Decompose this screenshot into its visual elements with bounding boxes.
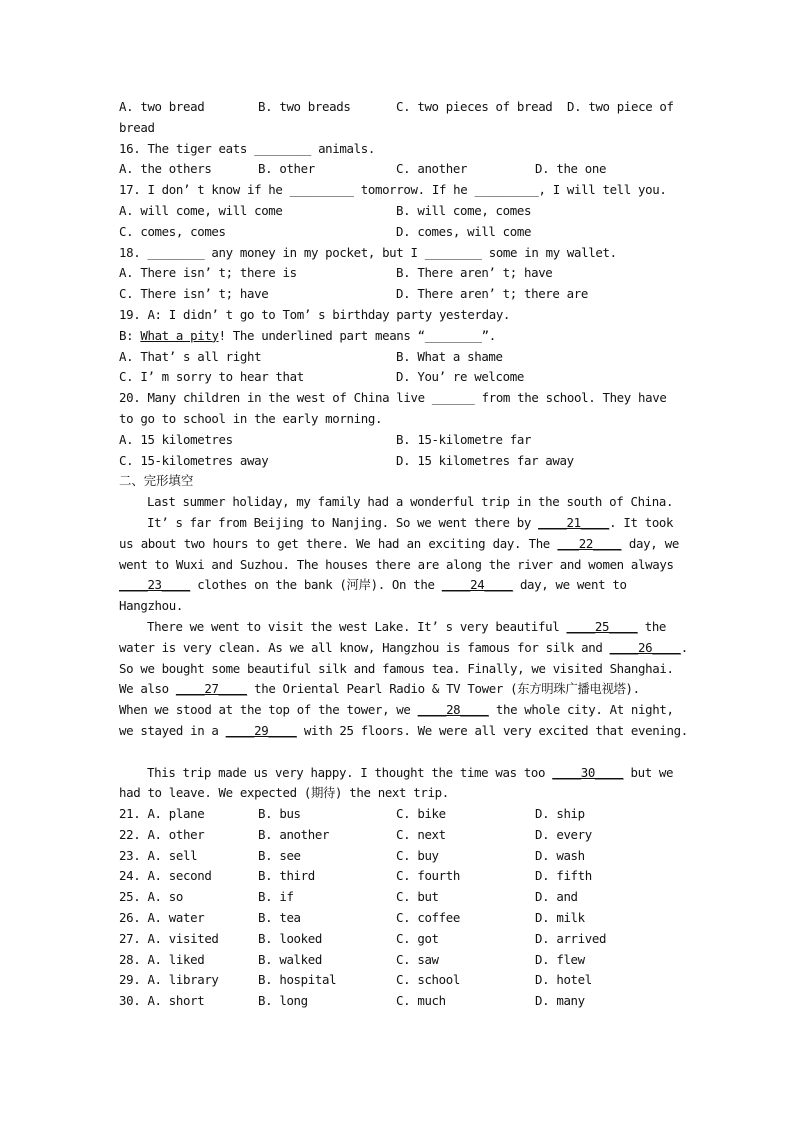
- text-segment: . It took: [609, 514, 674, 530]
- q15-option-wrap: bread: [119, 119, 155, 135]
- q19-b-suffix: ! The underlined part means “________”.: [218, 327, 496, 343]
- passage-p4-line2: had to leave. We expected (期待) the next trip.: [119, 785, 449, 801]
- paragraph-gap: [119, 742, 679, 763]
- option-d: D. and: [535, 889, 578, 905]
- option-b: B. bus: [258, 806, 301, 822]
- blank-24: ____24____: [441, 577, 513, 593]
- option-b: B. hospital: [258, 972, 337, 988]
- text-segment: There we went to visit the west Lake. It’ s very beautiful: [147, 618, 567, 634]
- text-segment: the: [637, 618, 667, 634]
- option-b: B. see: [258, 847, 301, 863]
- q19-b-prefix: B:: [119, 327, 141, 343]
- q19-underlined-phrase: What a pity: [140, 327, 219, 343]
- option-d: D. ship: [535, 806, 585, 822]
- option-a: 29. A. library: [119, 972, 219, 988]
- q20-options-cd: [119, 451, 679, 472]
- option-a: 26. A. water: [119, 910, 205, 926]
- option-a: 25. A. so: [119, 889, 183, 905]
- q16-stem: 16. The tiger eats ________ animals.: [119, 140, 375, 156]
- passage-p2-line1: [119, 513, 679, 534]
- q15-option-b: B. two breads: [258, 99, 351, 114]
- option-c: C. bike: [396, 806, 446, 822]
- q18-options-ab: [119, 263, 679, 284]
- text-segment: We also: [119, 681, 176, 697]
- q16-option-a: A. the others: [119, 161, 212, 177]
- cloze-option-row: [119, 929, 679, 950]
- cloze-option-row: [119, 991, 679, 1012]
- blank-27: ____27____: [175, 681, 247, 697]
- passage-p2-line2: [119, 534, 679, 555]
- q18-options-cd: [119, 284, 679, 305]
- q19-option-a: A. That’ s all right: [119, 348, 262, 364]
- text-segment: water is very clean. As we all know, Hangzhou is famous for silk and: [119, 639, 610, 655]
- q18-option-c: C. There isn’ t; have: [119, 286, 269, 302]
- option-c: C. saw: [396, 951, 439, 967]
- text-segment: we stayed in a: [119, 722, 226, 738]
- option-a: 22. A. other: [119, 826, 205, 842]
- blank-21: ____21____: [538, 514, 610, 530]
- q19-stem: 19. A: I didn’ t go to Tom’ s birthday party yesterday.: [119, 306, 511, 322]
- q20-option-b: B. 15-kilometre far: [396, 431, 532, 447]
- q20-option-a: A. 15 kilometres: [119, 431, 233, 447]
- option-b: B. tea: [258, 910, 301, 926]
- cloze-option-row: [119, 866, 679, 887]
- option-b: B. looked: [258, 930, 322, 946]
- text-segment: us about two hours to get there. We had an exciting day. The: [119, 535, 558, 551]
- cloze-option-row: [119, 846, 679, 867]
- text-segment: but we: [623, 764, 674, 780]
- q15-option-d: D. two piece of: [567, 99, 674, 114]
- q16-option-d: D. the one: [535, 161, 607, 177]
- option-d: D. arrived: [535, 930, 607, 946]
- blank-28: ____28____: [417, 702, 489, 718]
- passage-p4-line1: [119, 763, 679, 784]
- passage-p2-line3: went to Wuxi and Suzhou. The houses there are along the river and women always: [119, 556, 674, 572]
- q16-option-c: C. another: [396, 161, 468, 177]
- q19-option-b: B. What a shame: [396, 348, 503, 364]
- text-segment: the whole city. At night,: [488, 702, 674, 718]
- q20-option-d: D. 15 kilometres far away: [396, 452, 574, 468]
- q19-option-c: C. I’ m sorry to hear that: [119, 369, 304, 385]
- text-segment: day, we went to: [512, 577, 627, 593]
- option-a: 24. A. second: [119, 868, 212, 884]
- option-a: 30. A. short: [119, 993, 205, 1009]
- text-segment: day, we: [621, 535, 679, 551]
- blank-26: ____26____: [609, 639, 681, 655]
- passage-p1-line1: Last summer holiday, my family had a wonderful trip in the south of China.: [147, 494, 674, 510]
- cloze-option-row: [119, 825, 679, 846]
- option-c: C. much: [396, 993, 446, 1009]
- cloze-options-list: [119, 804, 679, 1012]
- option-c: C. buy: [396, 847, 439, 863]
- option-d: D. wash: [535, 847, 585, 863]
- option-b: B. another: [258, 826, 330, 842]
- passage-p2-line5: Hangzhou.: [119, 598, 183, 614]
- cloze-option-row: [119, 804, 679, 825]
- q20-options-ab: [119, 430, 679, 451]
- text-segment: When we stood at the top of the tower, we: [119, 702, 418, 718]
- cloze-option-row: [119, 908, 679, 929]
- option-b: B. walked: [258, 951, 322, 967]
- q15-options: [119, 97, 679, 118]
- text-segment: with 25 floors. We were all very excited that evening.: [296, 722, 688, 738]
- q17-options-ab: [119, 201, 679, 222]
- option-c: C. coffee: [396, 910, 460, 926]
- option-b: B. third: [258, 868, 315, 884]
- option-d: D. milk: [535, 910, 585, 926]
- text-segment: .: [680, 639, 688, 655]
- q17-options-cd: [119, 222, 679, 243]
- option-a: 28. A. liked: [119, 951, 205, 967]
- option-d: D. hotel: [535, 972, 592, 988]
- q19-options-cd: [119, 367, 679, 388]
- blank-29: ____29____: [225, 722, 297, 738]
- passage-p3-line5: [119, 700, 679, 721]
- q19-option-d: D. You’ re welcome: [396, 369, 524, 385]
- q18-option-a: A. There isn’ t; there is: [119, 265, 297, 281]
- q20-stem-line2: to go to school in the early morning.: [119, 410, 383, 426]
- text-segment: the Oriental Pearl Radio & TV Tower (东方明珠广播电视塔).: [247, 681, 640, 697]
- option-a: 23. A. sell: [119, 847, 198, 863]
- passage-p3-line3: So we bought some beautiful silk and famous tea. Finally, we visited Shanghai.: [119, 660, 674, 676]
- option-c: C. school: [396, 972, 460, 988]
- option-c: C. next: [396, 826, 446, 842]
- q18-option-d: D. There aren’ t; there are: [396, 286, 588, 302]
- option-b: B. long: [258, 993, 308, 1009]
- q16-options: [119, 159, 679, 180]
- worksheet-page: [119, 97, 688, 1012]
- text-segment: This trip made us very happy. I thought the time was too: [147, 764, 553, 780]
- passage-p2-line4: [119, 575, 679, 596]
- passage-p3-line1: [119, 617, 679, 638]
- passage-p3-line2: [119, 638, 688, 659]
- text-segment: clothes on the bank (河岸). On the: [190, 577, 442, 593]
- blank-22: ___22____: [557, 535, 622, 551]
- option-c: C. fourth: [396, 868, 460, 884]
- q20-option-c: C. 15-kilometres away: [119, 452, 269, 468]
- option-c: C. but: [396, 889, 439, 905]
- q19-options-ab: [119, 347, 679, 368]
- q18-stem: 18. ________ any money in my pocket, but I ________ some in my wallet.: [119, 244, 617, 260]
- q17-option-d: D. comes, will come: [396, 223, 532, 239]
- passage-p3-line4: [119, 679, 679, 700]
- option-d: D. flew: [535, 951, 585, 967]
- q15-option-a: A. two bread: [119, 99, 205, 114]
- q18-option-b: B. There aren’ t; have: [396, 265, 553, 281]
- option-d: D. fifth: [535, 868, 592, 884]
- q15-option-c: C. two pieces of bread: [396, 99, 553, 114]
- blank-30: ____30____: [552, 764, 624, 780]
- option-d: D. many: [535, 993, 585, 1009]
- section-heading-cloze: 二、完形填空: [119, 473, 194, 489]
- option-a: 27. A. visited: [119, 930, 219, 946]
- q16-option-b: B. other: [258, 161, 315, 177]
- option-d: D. every: [535, 826, 592, 842]
- blank-23: ____23____: [119, 577, 191, 593]
- q17-option-c: C. comes, comes: [119, 223, 226, 239]
- q17-option-b: B. will come, comes: [396, 202, 532, 218]
- q19-response: [119, 326, 679, 347]
- cloze-option-row: [119, 950, 679, 971]
- q17-option-a: A. will come, will come: [119, 202, 283, 218]
- cloze-option-row: [119, 887, 679, 908]
- option-c: C. got: [396, 930, 439, 946]
- text-segment: It’ s far from Beijing to Nanjing. So we went there by: [147, 514, 539, 530]
- option-b: B. if: [258, 889, 294, 905]
- cloze-option-row: [119, 970, 679, 991]
- q17-stem: 17. I don’ t know if he _________ tomorrow. If he _________, I will tell you.: [119, 182, 667, 198]
- passage-p3-line6: [119, 721, 688, 742]
- blank-25: ____25____: [566, 618, 638, 634]
- option-a: 21. A. plane: [119, 806, 205, 822]
- q20-stem-line1: 20. Many children in the west of China live ______ from the school. They have: [119, 390, 667, 406]
